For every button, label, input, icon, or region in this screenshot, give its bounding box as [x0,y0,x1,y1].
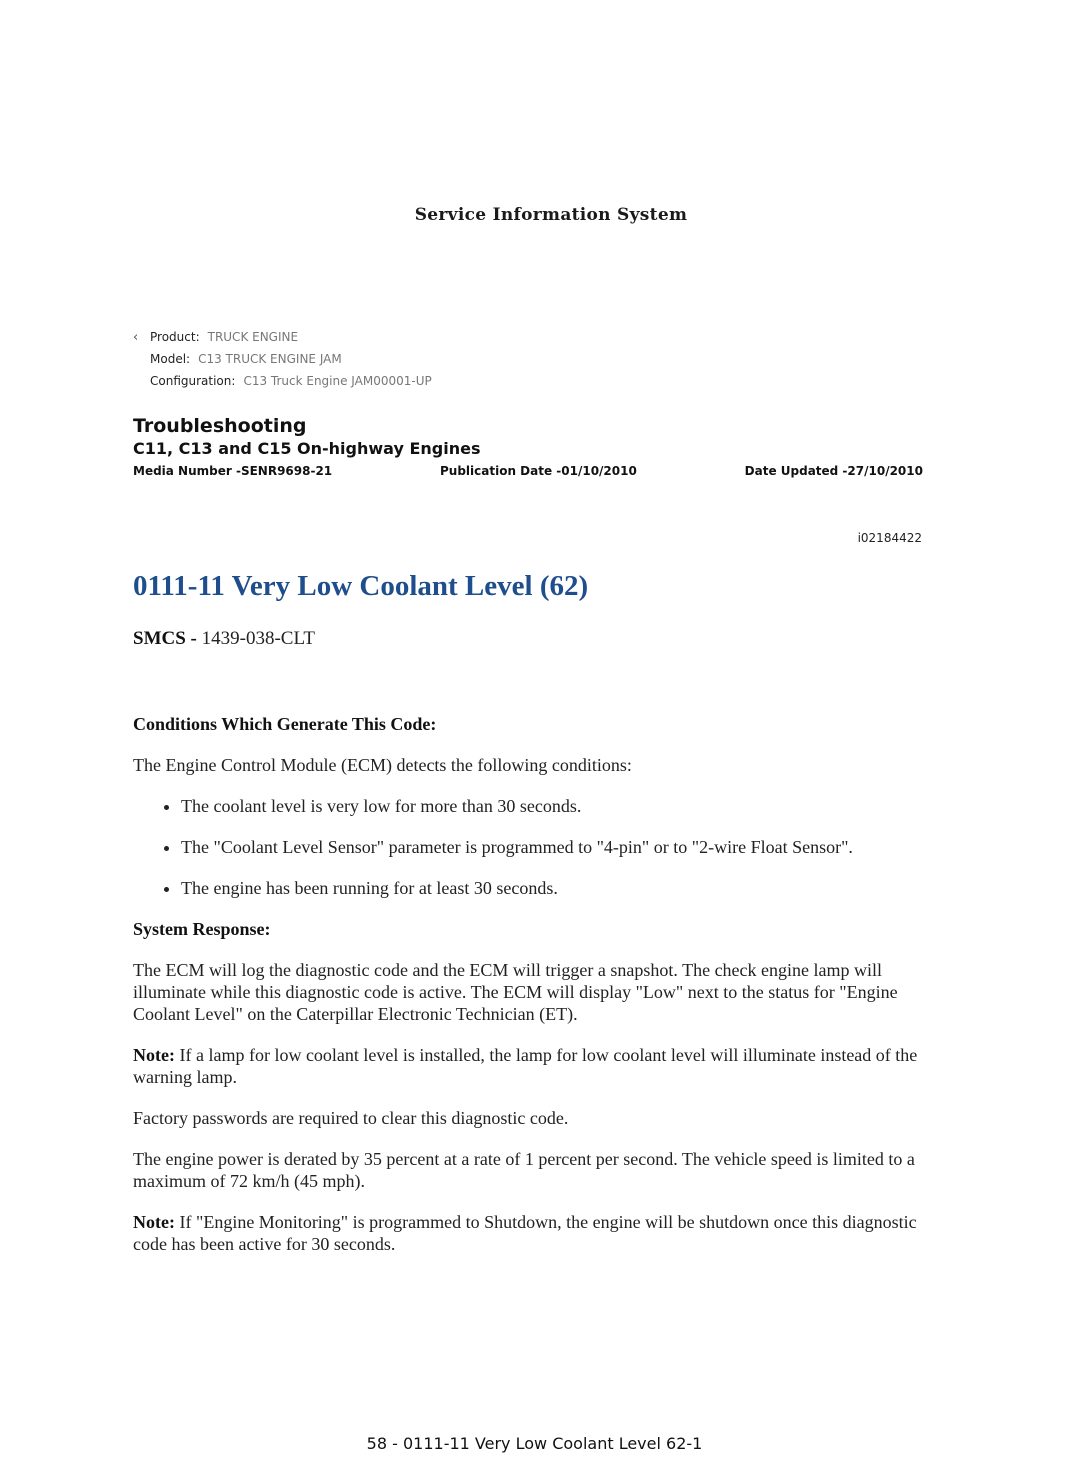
note-label: Note: [133,1212,175,1232]
date-updated: Date Updated -27/10/2010 [744,464,923,478]
page-footer: 58 - 0111-11 Very Low Coolant Level 62-1 [366,1434,703,1453]
publication-date: Publication Date -01/10/2010 [439,464,637,478]
media-number: Media Number -SENR9698-21 [133,464,333,478]
smcs-label: SMCS - [133,628,197,649]
product-meta [133,329,432,395]
config-label: Configuration: [150,374,236,388]
conditions-list [133,795,933,899]
note-paragraph [133,1044,933,1088]
conditions-heading: Conditions Which Generate This Code: [133,714,437,734]
list-item: • The coolant level is very low for more than 30 seconds. [181,795,933,817]
config-value: C13 Truck Engine JAM00001-UP [243,374,432,388]
product-row [133,329,432,351]
publication-row [133,464,923,478]
response-heading: System Response: [133,919,271,939]
note-label: Note: [133,1045,175,1065]
product-value: TRUCK ENGINE [207,330,299,344]
document-header [133,414,923,478]
document-id: i02184422 [857,531,922,545]
passwords-paragraph: Factory passwords are required to clear this diagnostic code. [133,1108,569,1128]
smcs-line [133,628,315,650]
response-paragraph: The ECM will log the diagnostic code and the ECM will trigger a snapshot. The check engine lamp will illuminate while this diagnostic code is active. The ECM will display "Low" next to the status for "Engine Coolant Level" on the Caterpillar Electronic Technician (ET). [133,960,898,1024]
derate-paragraph: The engine power is derated by 35 percent at a rate of 1 percent per second. The vehicle speed is limited to a maximum of 72 km/h (45 mph). [133,1149,915,1191]
config-row [133,373,432,395]
system-title: Service Information System [414,205,688,225]
conditions-intro: The Engine Control Module (ECM) detects the following conditions: [133,755,632,775]
note-text: If "Engine Monitoring" is programmed to Shutdown, the engine will be shutdown once this diagnostic code has been active for 30 seconds. [133,1212,917,1254]
list-item: • The engine has been running for at least 30 seconds. [181,877,933,899]
document-subtitle: C11, C13 and C15 On-highway Engines [133,439,481,458]
note-paragraph [133,1211,933,1255]
product-label: Product: [150,330,200,344]
list-item: • The "Coolant Level Sensor" parameter is programmed to "4-pin" or to "2-wire Float Sensor". [181,836,933,858]
model-label: Model: [150,352,191,366]
article-body [133,713,933,1274]
model-value: C13 TRUCK ENGINE JAM [198,352,342,366]
back-chevron-icon[interactable]: ‹ [133,330,139,345]
smcs-value: 1439-038-CLT [201,628,315,649]
document-type: Troubleshooting [133,415,307,437]
note-text: If a lamp for low coolant level is installed, the lamp for low coolant level will illuminate instead of the warning lamp. [133,1045,918,1087]
article-title: 0111-11 Very Low Coolant Level (62) [133,570,589,602]
model-row [133,351,432,373]
